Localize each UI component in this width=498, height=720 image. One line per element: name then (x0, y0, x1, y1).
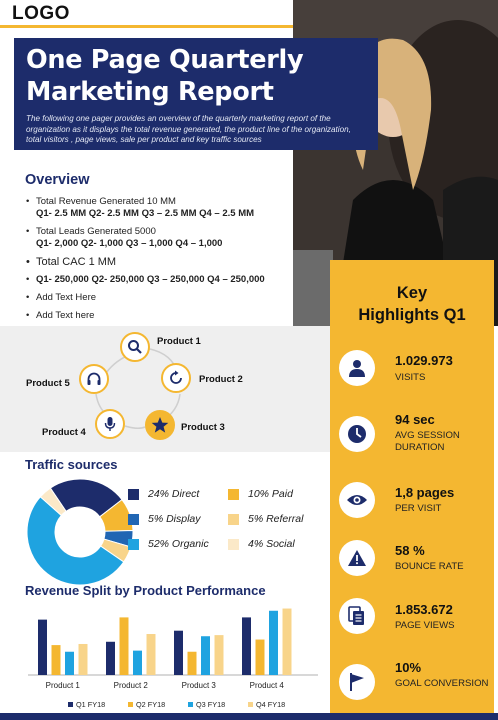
legend-swatch (128, 702, 133, 707)
overview-heading: Overview (25, 172, 90, 188)
kpi-conversion-label: GOAL CONVERSION (395, 678, 489, 689)
bar-product-4-q3 (269, 611, 278, 675)
refresh-icon (161, 363, 191, 393)
logo: LOGO (12, 3, 70, 24)
x-tick-label: Product 1 (45, 681, 80, 690)
bar-product-1-q2 (52, 645, 61, 675)
legend-label: 5% Referral (248, 513, 304, 525)
kpi-pages-label: PER VISIT (395, 503, 442, 514)
bar-legend-q4 (248, 700, 285, 709)
kpi-pageviews-value: 1.853.672 (395, 602, 453, 617)
product-3-label: Product 3 (181, 422, 225, 433)
overview-item-line2: Q1- 2.5 MM Q2- 2.5 MM Q3 – 2.5 MM Q4 – 2.5 MM (36, 208, 255, 219)
kpi-bounce-label: BOUNCE RATE (395, 561, 464, 572)
kpi-pageviews-label: PAGE VIEWS (395, 620, 455, 631)
legend-swatch (248, 702, 253, 707)
flag-icon (339, 664, 375, 700)
kpi-conversion-value: 10% (395, 660, 422, 675)
clock-icon (339, 416, 375, 452)
traffic-donut-chart (25, 477, 135, 587)
legend-label: 24% Direct (148, 488, 200, 500)
legend-direct (128, 488, 199, 500)
kpi-pages-value: 1,8 pages (395, 485, 455, 500)
legend-referral (228, 513, 303, 525)
star-icon (145, 410, 175, 440)
legend-swatch (68, 702, 73, 707)
kpi-session-value: 94 sec (395, 412, 435, 427)
revenue-bar-chart (28, 597, 328, 699)
legend-swatch (228, 514, 239, 525)
product-5-label: Product 5 (26, 378, 70, 389)
kpi-visits-value: 1.029.973 (395, 353, 453, 368)
bar-legend-q3 (188, 700, 225, 709)
bar-product-2-q4 (147, 634, 156, 675)
legend-label: 52% Organic (148, 538, 209, 550)
overview-item (26, 310, 316, 322)
legend-swatch (128, 489, 139, 500)
legend-display (128, 513, 201, 525)
bar-product-1-q4 (79, 644, 88, 675)
bar-product-3-q4 (215, 635, 224, 675)
kpi-bounce-value: 58 % (395, 543, 425, 558)
product-1-label: Product 1 (157, 336, 201, 347)
kpi-visits-label: VISITS (395, 372, 426, 383)
overview-item (26, 226, 316, 250)
x-tick-label: Product 4 (249, 681, 284, 690)
product-4-label: Product 4 (42, 427, 86, 438)
warning-icon (339, 540, 375, 576)
legend-swatch (128, 539, 139, 550)
key-highlights-line1: Key (396, 284, 428, 302)
headphones-icon (79, 364, 109, 394)
title-banner (14, 38, 378, 150)
microphone-icon (95, 409, 125, 439)
bar-product-1-q1 (38, 620, 47, 675)
overview-item-line1: Total CAC 1 MM (36, 256, 117, 268)
person-icon (339, 350, 375, 386)
product-line-section (0, 326, 330, 452)
bar-product-3-q3 (201, 636, 210, 675)
bar-product-1-q3 (65, 652, 74, 675)
footer-bar (0, 713, 498, 720)
key-highlights-heading (330, 282, 494, 326)
legend-swatch (128, 514, 139, 525)
legend-swatch (228, 489, 239, 500)
legend-paid (228, 488, 293, 500)
legend-label: Q4 FY18 (256, 700, 286, 709)
bar-product-3-q1 (174, 631, 183, 675)
bar-product-2-q1 (106, 642, 115, 675)
bar-product-2-q2 (120, 617, 129, 675)
overview-item (26, 274, 316, 286)
x-tick-label: Product 3 (181, 681, 216, 690)
header-divider (0, 25, 293, 28)
product-2-label: Product 2 (199, 374, 243, 385)
legend-swatch (228, 539, 239, 550)
overview-item (26, 196, 316, 220)
legend-label: 4% Social (248, 538, 295, 550)
legend-label: Q1 FY18 (76, 700, 106, 709)
bar-product-4-q2 (256, 640, 265, 675)
bar-product-4-q4 (283, 609, 292, 675)
legend-label: 5% Display (148, 513, 201, 525)
eye-icon (339, 482, 375, 518)
legend-social (228, 538, 295, 550)
page-title-line1: One Page Quarterly (26, 45, 304, 75)
legend-label: Q2 FY18 (136, 700, 166, 709)
legend-label: Q3 FY18 (196, 700, 226, 709)
bar-product-3-q2 (188, 652, 197, 675)
key-highlights-panel (330, 260, 494, 720)
bar-product-2-q3 (133, 651, 142, 675)
kpi-session-label: AVG SESSION DURATION (395, 430, 460, 453)
page-title-line2: Marketing Report (26, 77, 274, 107)
overview-item-line2: Q1- 2,000 Q2- 1,000 Q3 – 1,000 Q4 – 1,000 (36, 238, 223, 249)
legend-label: 10% Paid (248, 488, 293, 500)
x-tick-label: Product 2 (113, 681, 148, 690)
page-description: The following one pager provides an overview of the quarterly marketing report of the organization as it displays the total revenue generated, the product line of the organization, total visitors , page views, sale per product and key traffic sources (26, 114, 351, 144)
legend-organic (128, 538, 209, 550)
search-icon (120, 332, 150, 362)
overview-item-line1: Add Text Here (36, 292, 97, 303)
bar-legend-q1 (68, 700, 105, 709)
legend-swatch (188, 702, 193, 707)
bar-legend-q2 (128, 700, 165, 709)
revenue-split-heading: Revenue Split by Product Performance (25, 583, 266, 598)
page-title (26, 44, 368, 108)
overview-item-line1: Total Leads Generated 5000 (36, 226, 156, 237)
traffic-sources-heading: Traffic sources (25, 457, 118, 472)
overview-item-line1: Q1- 250,000 Q2- 250,000 Q3 – 250,000 Q4 – 250,000 (36, 274, 265, 285)
overview-item (26, 256, 316, 268)
overview-list (26, 196, 316, 328)
bar-product-4-q1 (242, 617, 251, 675)
overview-item (26, 292, 316, 304)
key-highlights-line2: Highlights Q1 (358, 306, 466, 324)
overview-item-line1: Add Text here (36, 310, 95, 321)
overview-item-line1: Total Revenue Generated 10 MM (36, 196, 176, 207)
document-copy-icon (339, 598, 375, 634)
